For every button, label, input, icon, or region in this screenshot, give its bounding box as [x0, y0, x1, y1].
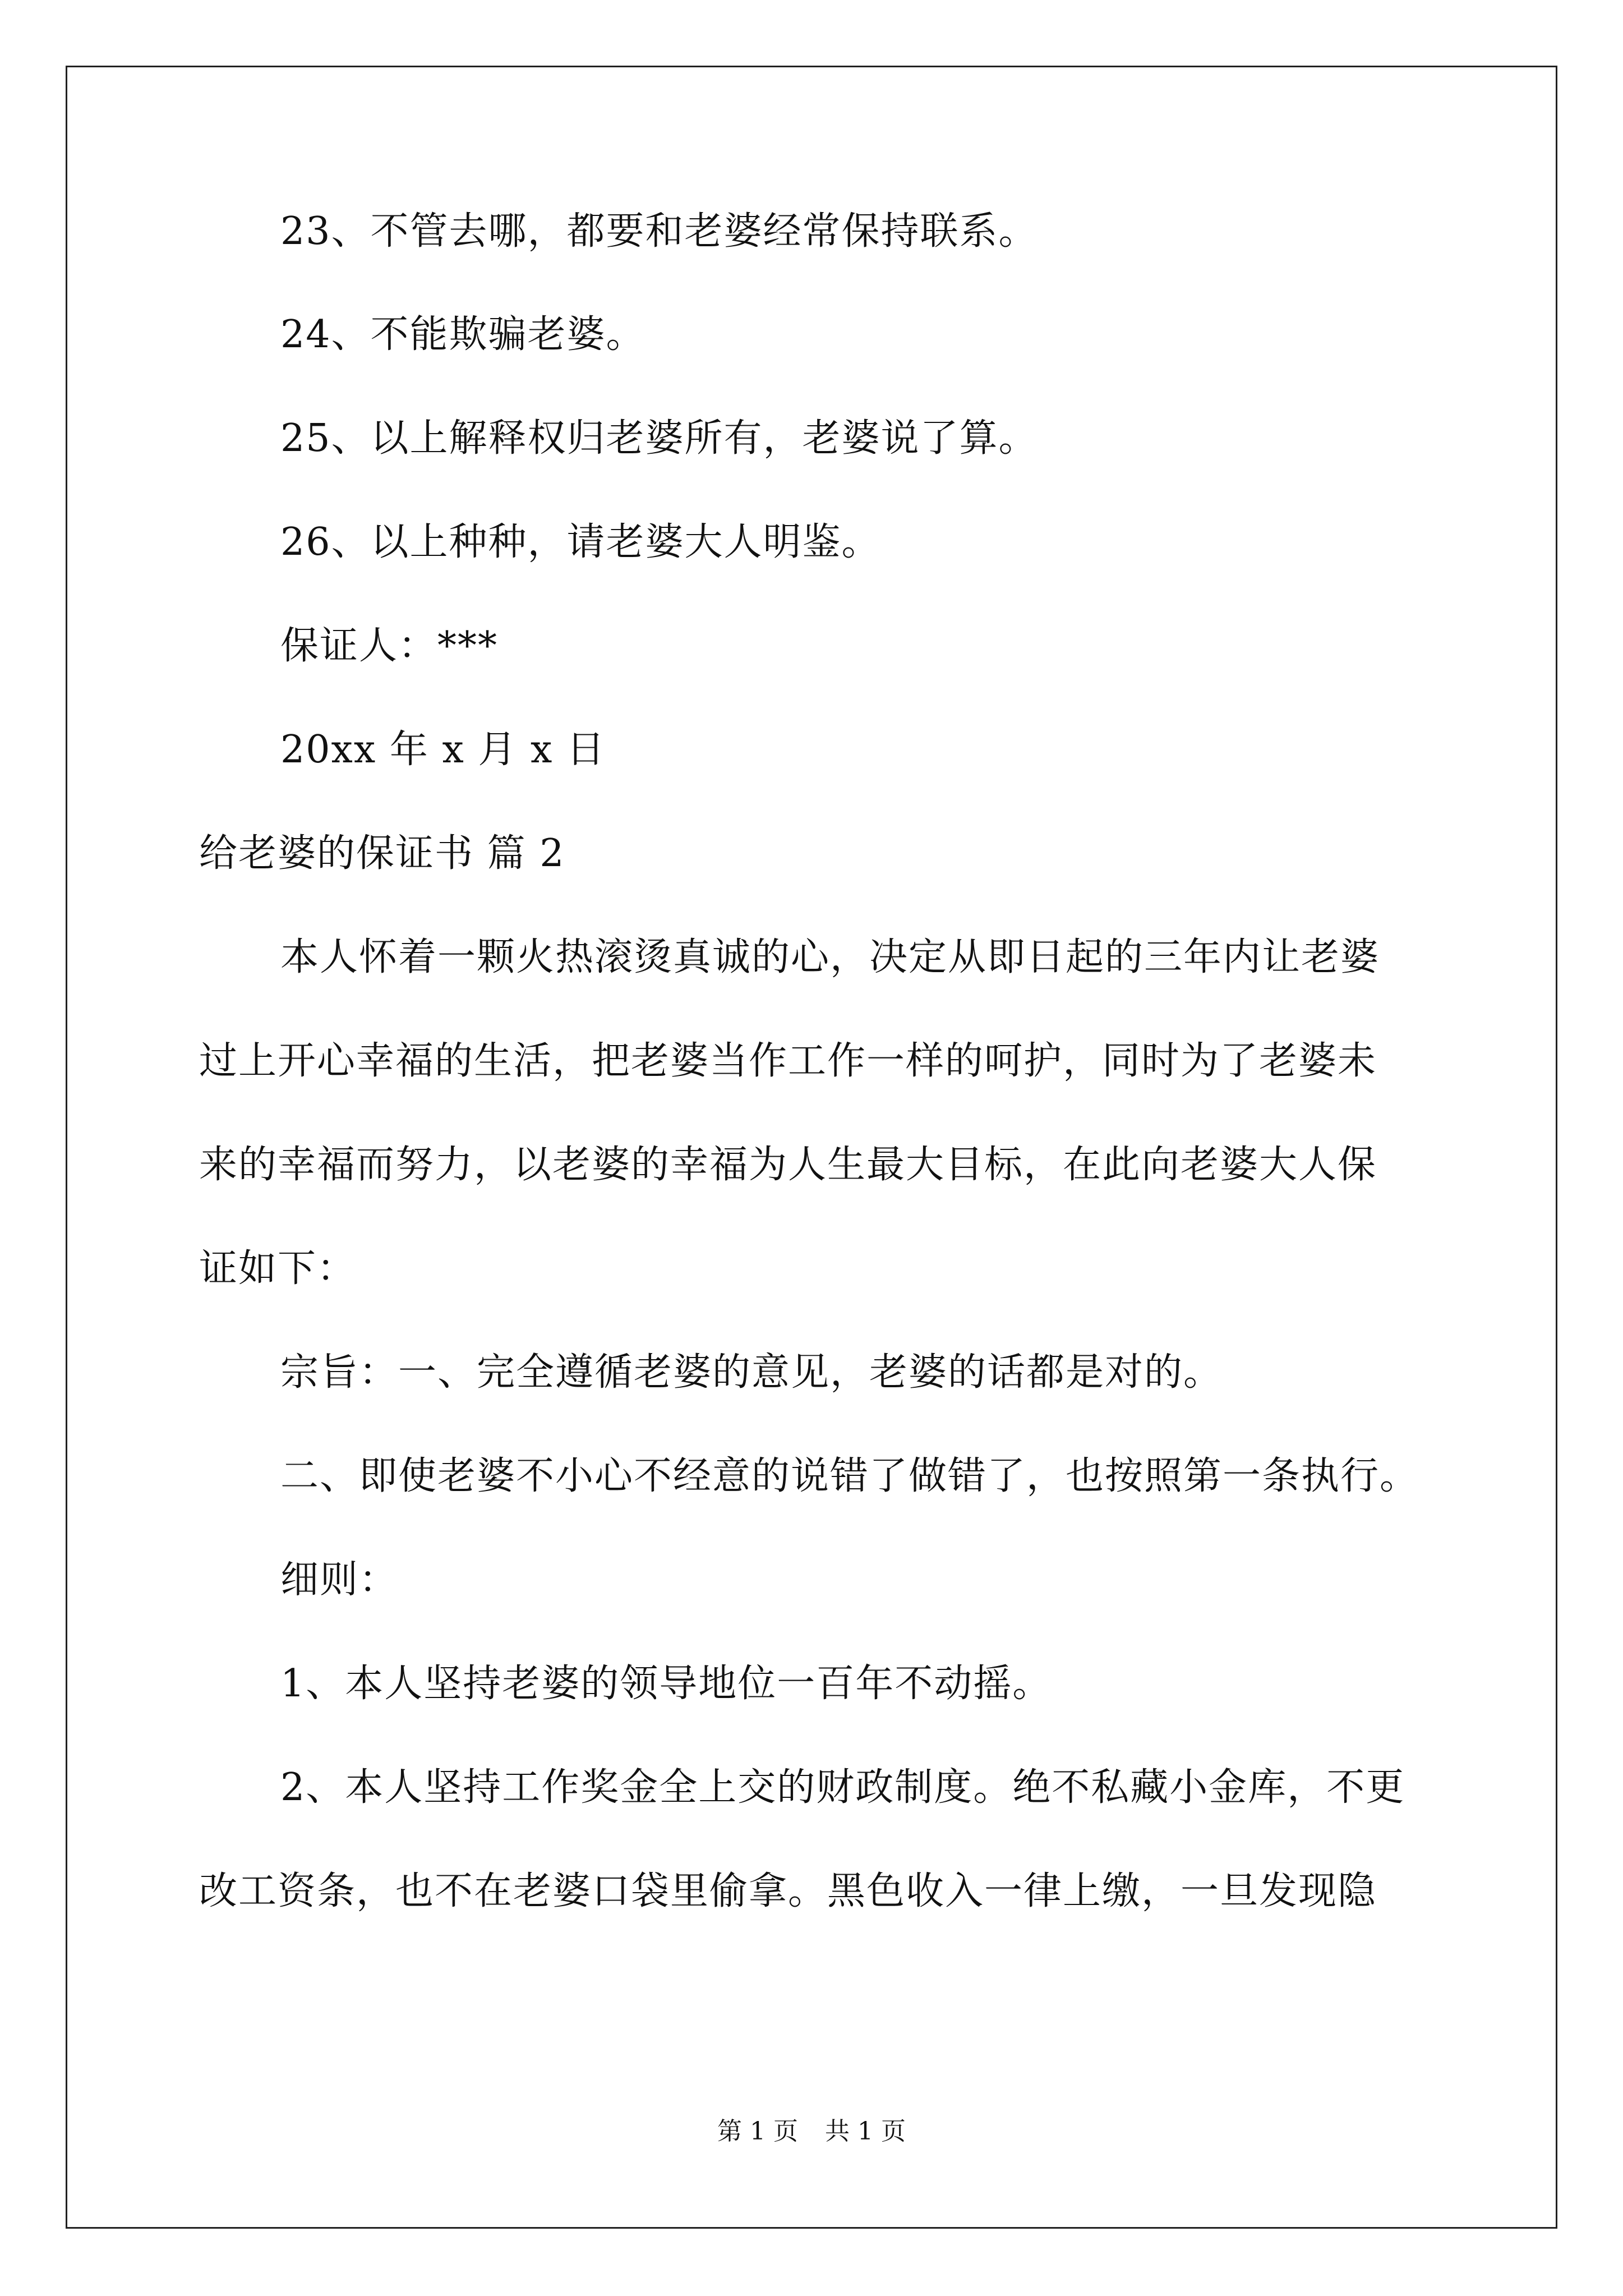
paragraph-line-2: 过上开心幸福的生活，把老婆当作工作一样的呵护，同时为了老婆未: [199, 1039, 1377, 1083]
purpose-line: 宗旨：一、完全遵循老婆的意见，老婆的话都是对的。: [280, 1350, 1223, 1395]
page-footer: [0, 2115, 1623, 2148]
page-total: 共 1 页: [825, 2117, 906, 2146]
rule-line-1: 1、本人坚持老婆的领导地位一百年不动摇。: [280, 1662, 1052, 1706]
page-number: 第 1 页: [717, 2117, 798, 2146]
text-line-24: 24、不能欺骗老婆。: [280, 312, 645, 357]
text-line-25: 25、以上解释权归老婆所有，老婆说了算。: [280, 416, 1038, 461]
text-line-23: 23、不管去哪，都要和老婆经常保持联系。: [280, 209, 1038, 254]
guarantor-line: 保证人：***: [280, 624, 499, 668]
text-line-26: 26、以上种种，请老婆大人明鉴。: [280, 520, 881, 564]
paragraph-line-1: 本人怀着一颗火热滚烫真诚的心，决定从即日起的三年内让老婆: [280, 935, 1380, 979]
rule-line-2a: 2、本人坚持工作奖金全上交的财政制度。绝不私藏小金库，不更: [280, 1765, 1405, 1810]
paragraph-line-4: 证如下：: [199, 1246, 357, 1291]
date-line: 20xx 年 x 月 x 日: [280, 728, 606, 772]
rule-line-2b: 改工资条，也不在老婆口袋里偷拿。黑色收入一律上缴，一旦发现隐: [199, 1869, 1377, 1913]
section-heading: 给老婆的保证书 篇 2: [199, 831, 565, 876]
paragraph-line-3: 来的幸福而努力，以老婆的幸福为人生最大目标，在此向老婆大人保: [199, 1143, 1377, 1187]
rules-heading: 细则：: [280, 1558, 399, 1602]
purpose-line-2: 二、即使老婆不小心不经意的说错了做错了，也按照第一条执行。: [280, 1454, 1419, 1498]
